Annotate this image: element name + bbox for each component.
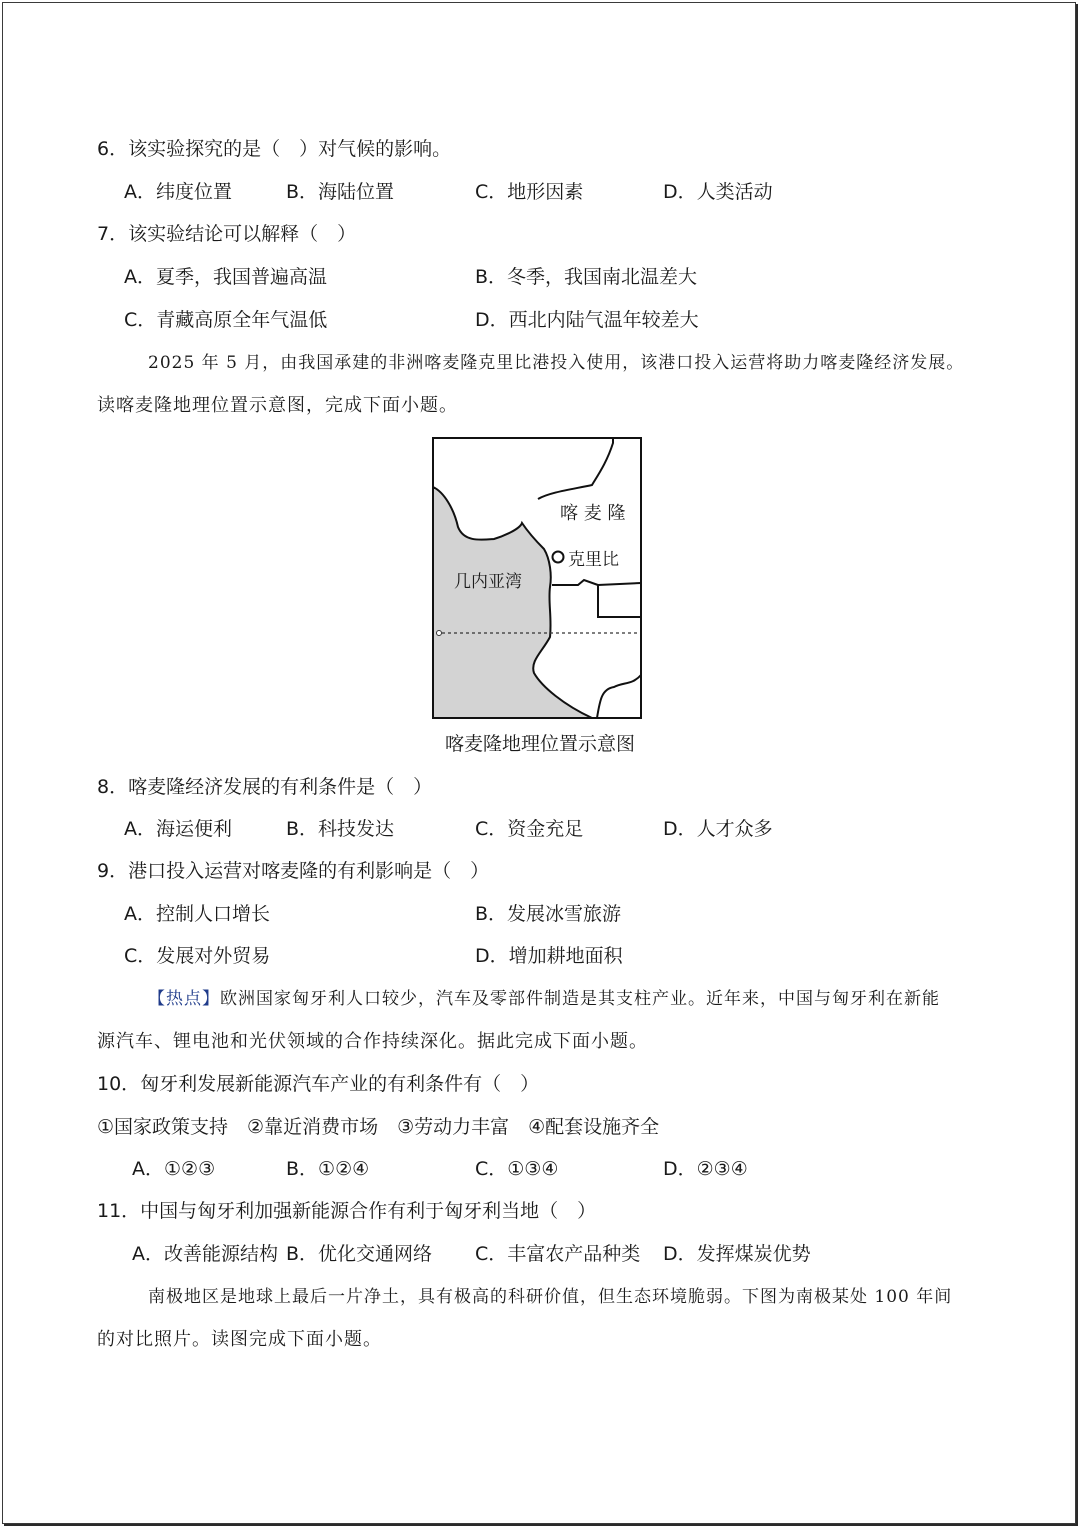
bay-label: 几内亚湾 bbox=[454, 572, 522, 592]
q8-option-a: A．海运便利 bbox=[124, 818, 232, 840]
equator-marker bbox=[437, 631, 442, 636]
q7-option-d: D．西北内陆气温年较差大 bbox=[475, 309, 699, 331]
map-caption: 喀麦隆地理位置示意图 bbox=[444, 733, 635, 755]
q9-option-a: A．控制人口增长 bbox=[124, 903, 270, 925]
q11-stem: 11．中国与匈牙利加强新能源合作有利于匈牙利当地（ ） bbox=[97, 1200, 597, 1222]
q6-option-d: D．人类活动 bbox=[663, 181, 773, 203]
q10-items: ①国家政策支持 ②靠近消费市场 ③劳动力丰富 ④配套设施齐全 bbox=[97, 1116, 660, 1138]
q6-stem: 6．该实验探究的是（ ）对气候的影响。 bbox=[97, 138, 452, 160]
q6-option-c: C．地形因素 bbox=[475, 181, 584, 203]
q9-stem: 9．港口投入运营对喀麦隆的有利影响是（ ） bbox=[97, 860, 490, 882]
q9-option-b: B．发展冰雪旅游 bbox=[475, 903, 622, 925]
q6-option-a: A．纬度位置 bbox=[124, 181, 232, 203]
hotspot-tag: 【热点】 bbox=[148, 989, 220, 1009]
passage2-line1-text: 欧洲国家匈牙利人口较少，汽车及零部件制造是其支柱产业。近年来，中国与匈牙利在新能 bbox=[220, 989, 940, 1009]
q11-option-b: B．优化交通网络 bbox=[286, 1243, 433, 1265]
q11-option-c: C．丰富农产品种类 bbox=[475, 1243, 641, 1265]
q9-option-c: C．发展对外贸易 bbox=[124, 945, 271, 967]
passage1-line2: 读喀麦隆地理位置示意图，完成下面小题。 bbox=[97, 395, 458, 416]
map-svg bbox=[432, 437, 642, 719]
passage2-line2: 源汽车、锂电池和光伏领域的合作持续深化。据此完成下面小题。 bbox=[97, 1031, 648, 1052]
port-marker bbox=[553, 552, 564, 563]
q10-option-b: B．①②④ bbox=[286, 1158, 370, 1180]
passage3-line1: 南极地区是地球上最后一片净土，具有极高的科研价值，但生态环境脆弱。下图为南极某处 100 年间 bbox=[148, 1287, 953, 1307]
q7-stem: 7．该实验结论可以解释（ ） bbox=[97, 223, 357, 245]
q8-option-d: D．人才众多 bbox=[663, 818, 773, 840]
q7-option-c: C．青藏高原全年气温低 bbox=[124, 309, 328, 331]
q7-option-a: A．夏季，我国普遍高温 bbox=[124, 266, 327, 288]
q11-option-a: A．改善能源结构 bbox=[132, 1243, 278, 1265]
q10-option-c: C．①③④ bbox=[475, 1158, 559, 1180]
q11-option-d: D．发挥煤炭优势 bbox=[663, 1243, 811, 1265]
q9-option-d: D．增加耕地面积 bbox=[475, 945, 623, 967]
q10-option-d: D．②③④ bbox=[663, 1158, 748, 1180]
q7-option-b: B．冬季，我国南北温差大 bbox=[475, 266, 698, 288]
passage2-line1 bbox=[148, 987, 940, 1011]
port-label: 克里比 bbox=[568, 550, 619, 570]
passage1-line1: 2025 年 5 月，由我国承建的非洲喀麦隆克里比港投入使用，该港口投入运营将助力喀麦隆经济发展。 bbox=[148, 353, 965, 373]
passage3-line2: 的对比照片。读图完成下面小题。 bbox=[97, 1329, 382, 1350]
country-label: 喀 麦 隆 bbox=[560, 503, 626, 524]
q8-option-c: C．资金充足 bbox=[475, 818, 584, 840]
q10-stem: 10．匈牙利发展新能源汽车产业的有利条件有（ ） bbox=[97, 1073, 540, 1095]
q10-option-a: A．①②③ bbox=[132, 1158, 216, 1180]
q6-option-b: B．海陆位置 bbox=[286, 181, 395, 203]
q8-option-b: B．科技发达 bbox=[286, 818, 395, 840]
cameroon-map bbox=[432, 437, 642, 719]
q8-stem: 8．喀麦隆经济发展的有利条件是（ ） bbox=[97, 776, 433, 798]
